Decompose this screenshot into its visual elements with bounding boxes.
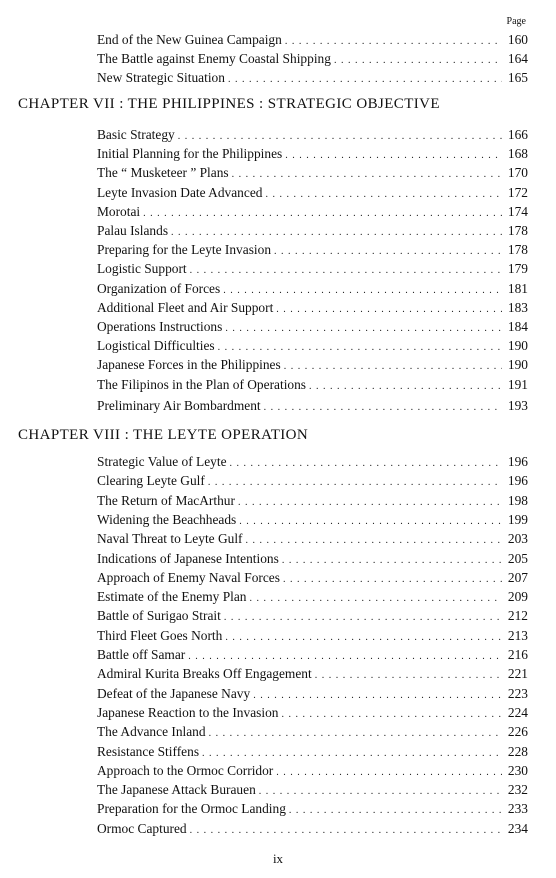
entry-title: The Filipinos in the Plan of Operations — [97, 376, 307, 392]
entry-title: Resistance Stiffens — [97, 743, 200, 759]
entry-title: Basic Strategy — [97, 127, 175, 142]
entry-title: Morotai — [97, 203, 141, 219]
toc-entry — [97, 355, 528, 374]
toc-entry — [97, 317, 528, 336]
toc-entry — [97, 396, 528, 415]
entry-title: Clearing Leyte Gulf — [97, 473, 205, 489]
toc-entry — [97, 684, 528, 703]
chapter-heading: CHAPTER VII : THE PHILIPPINES : STRATEGIC OBJECTIVE — [18, 96, 440, 112]
entry-page: 174 — [507, 203, 528, 219]
leader-dots — [225, 628, 502, 647]
entry-title: The “ Musketeer ” Plans — [97, 165, 229, 181]
entry-page: 226 — [507, 724, 528, 740]
toc-entry — [97, 452, 528, 471]
entry-title: Widening the Beachheads — [97, 511, 237, 527]
toc-entry — [97, 722, 528, 741]
entry-page: 213 — [507, 627, 528, 643]
toc-entry — [97, 202, 528, 221]
leader-dots — [276, 763, 502, 782]
leader-dots — [259, 782, 502, 801]
entry-page: 212 — [507, 608, 528, 624]
entry-page: 193 — [507, 398, 528, 413]
entry-page: 190 — [507, 357, 528, 373]
leader-dots — [309, 377, 502, 396]
toc-entry — [97, 471, 528, 490]
leader-dots — [218, 338, 502, 357]
entry-page: 207 — [507, 569, 528, 585]
entry-title: The Battle against Enemy Coastal Shipping — [97, 51, 331, 66]
toc-entry — [97, 645, 528, 664]
leader-dots — [284, 357, 502, 376]
entry-title: Preliminary Air Bombardment — [97, 398, 261, 413]
entry-title: Additional Fleet and Air Support — [97, 299, 274, 315]
entry-page: 233 — [507, 801, 528, 817]
entry-title: Japanese Reaction to the Invasion — [97, 704, 279, 720]
leader-dots — [225, 319, 502, 338]
leader-dots — [224, 608, 502, 627]
entry-title: Battle off Samar — [97, 647, 186, 662]
entry-page: 165 — [507, 70, 528, 85]
leader-dots — [285, 146, 502, 165]
entry-page: 234 — [507, 820, 528, 836]
entry-title: Admiral Kurita Breaks Off Engagement — [97, 666, 312, 682]
leader-dots — [264, 398, 502, 417]
entry-title: Naval Threat to Leyte Gulf — [97, 531, 243, 547]
entry-page: 172 — [507, 184, 528, 200]
entry-page: 184 — [507, 319, 528, 334]
leader-dots — [230, 454, 502, 473]
leader-dots — [171, 223, 502, 242]
leader-dots — [208, 473, 502, 492]
toc-entry — [97, 125, 528, 144]
toc-entry — [97, 703, 528, 722]
page-folio: ix — [272, 851, 284, 866]
entry-title: Approach of Enemy Naval Forces — [97, 569, 280, 585]
toc-entry — [97, 49, 528, 68]
toc-entry — [97, 587, 528, 606]
entry-page: 209 — [507, 589, 528, 605]
entry-title: The Japanese Attack Burauen — [97, 782, 256, 798]
leader-dots — [274, 242, 502, 261]
entry-page: 223 — [507, 685, 528, 701]
leader-dots — [282, 551, 502, 570]
entry-page: 170 — [507, 165, 528, 181]
toc-entry — [97, 336, 528, 355]
leader-dots — [209, 724, 502, 743]
page-label: Page — [506, 16, 526, 27]
toc-entry — [97, 491, 528, 510]
entry-title: End of the New Guinea Campaign — [97, 32, 282, 47]
entry-page: 179 — [507, 261, 528, 277]
leader-dots — [250, 589, 503, 608]
entry-title: Palau Islands — [97, 223, 169, 238]
toc-entry — [97, 298, 528, 317]
toc-entry — [97, 529, 528, 548]
toc-entry — [97, 606, 528, 625]
toc-entry — [97, 510, 528, 529]
entry-page: 198 — [507, 492, 528, 508]
entry-title: Japanese Forces in the Philippines — [97, 357, 281, 373]
leader-dots — [190, 821, 502, 840]
toc-entry — [97, 163, 528, 182]
entry-page: 230 — [507, 762, 528, 778]
entry-page: 168 — [507, 146, 528, 162]
toc-entry — [97, 761, 528, 780]
leader-dots — [289, 801, 502, 820]
toc-entry — [97, 742, 528, 761]
toc-entry — [97, 549, 528, 568]
entry-title: Preparing for the Leyte Invasion — [97, 242, 272, 258]
leader-dots — [202, 744, 502, 763]
entry-page: 205 — [507, 550, 528, 566]
toc-entry — [97, 375, 528, 394]
toc-entry — [97, 819, 528, 838]
toc-entry — [97, 259, 528, 278]
toc-entry — [97, 626, 528, 645]
entry-page: 166 — [507, 127, 528, 142]
entry-title: Battle of Surigao Strait — [97, 608, 221, 624]
entry-page: 221 — [507, 666, 528, 682]
entry-page: 228 — [507, 743, 528, 759]
entry-title: New Strategic Situation — [97, 70, 225, 85]
leader-dots — [190, 261, 502, 280]
toc-entry — [97, 799, 528, 818]
entry-title: Third Fleet Goes North — [97, 627, 223, 643]
entry-page: 190 — [507, 338, 528, 354]
toc-entry — [97, 240, 528, 259]
leader-dots — [223, 281, 502, 300]
entry-page: 196 — [507, 454, 528, 469]
toc-entry — [97, 279, 528, 298]
entry-page: 181 — [507, 280, 528, 296]
entry-title: Initial Planning for the Philippines — [97, 146, 283, 162]
entry-page: 199 — [507, 511, 528, 527]
entry-title: Operations Instructions — [97, 319, 223, 334]
entry-page: 224 — [507, 704, 528, 720]
leader-dots — [228, 70, 502, 89]
entry-title: Strategic Value of Leyte — [97, 454, 227, 469]
toc-entry — [97, 183, 528, 202]
entry-title: Preparation for the Ormoc Landing — [97, 801, 286, 817]
toc-entry — [97, 30, 528, 49]
toc-entry — [97, 221, 528, 240]
entry-page: 164 — [507, 51, 528, 66]
toc-entry — [97, 664, 528, 683]
leader-dots — [253, 686, 502, 705]
leader-dots — [283, 570, 502, 589]
leader-dots — [188, 647, 502, 666]
leader-dots — [232, 165, 502, 184]
entry-page: 178 — [507, 223, 528, 238]
entry-page: 178 — [507, 242, 528, 258]
entry-title: Defeat of the Japanese Navy — [97, 685, 251, 701]
entry-title: Organization of Forces — [97, 280, 221, 296]
leader-dots — [246, 531, 502, 550]
toc-entry — [97, 144, 528, 163]
toc-entry — [97, 68, 528, 87]
entry-title: The Return of MacArthur — [97, 492, 235, 508]
entry-title: Logistic Support — [97, 261, 187, 277]
leader-dots — [281, 705, 502, 724]
toc-entry — [97, 780, 528, 799]
leader-dots — [238, 493, 502, 512]
entry-page: 216 — [507, 647, 528, 662]
leader-dots — [143, 204, 502, 223]
leader-dots — [178, 127, 502, 146]
entry-page: 160 — [507, 32, 528, 47]
entry-page: 196 — [507, 473, 528, 489]
entry-title: The Advance Inland — [97, 724, 206, 740]
entry-title: Logistical Difficulties — [97, 338, 215, 354]
entry-title: Ormoc Captured — [97, 820, 187, 836]
entry-title: Indications of Japanese Intentions — [97, 550, 279, 566]
chapter-heading: CHAPTER VIII : THE LEYTE OPERATION — [18, 427, 309, 443]
leader-dots — [315, 666, 502, 685]
leader-dots — [276, 300, 502, 319]
entry-page: 203 — [507, 531, 528, 547]
entry-page: 183 — [507, 299, 528, 315]
entry-title: Estimate of the Enemy Plan — [97, 589, 247, 605]
entry-page: 191 — [507, 376, 528, 392]
toc-entry — [97, 568, 528, 587]
entry-page: 232 — [507, 782, 528, 798]
leader-dots — [239, 512, 502, 531]
entry-title: Leyte Invasion Date Advanced — [97, 184, 263, 200]
entry-title: Approach to the Ormoc Corridor — [97, 762, 274, 778]
leader-dots — [265, 185, 502, 204]
